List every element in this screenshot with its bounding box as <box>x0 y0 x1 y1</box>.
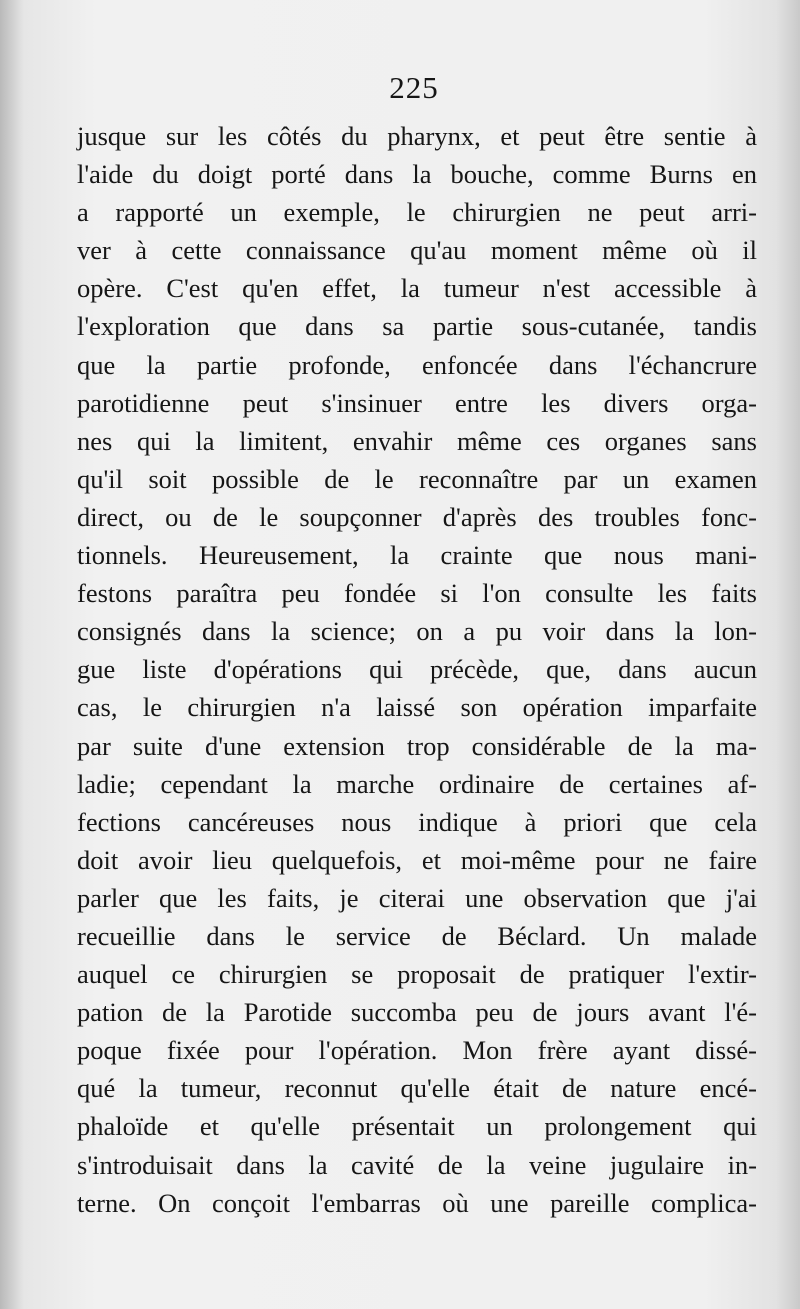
text-line: parler que les faits, je citerai une observation que j'ai <box>77 882 757 913</box>
text-line: pation de la Parotide succomba peu de jours avant l'é- <box>77 997 757 1028</box>
text-line: s'introduisait dans la cavité de la veine jugulaire in- <box>77 1149 757 1180</box>
text-line: poque fixée pour l'opération. Mon frère ayant dissé- <box>77 1035 757 1066</box>
text-line: ver à cette connaissance qu'au moment même où il <box>77 235 757 266</box>
text-line: qu'il soit possible de le reconnaître par un examen <box>77 463 757 494</box>
text-line: par suite d'une extension trop considérable de la ma- <box>77 730 757 761</box>
text-line: opère. C'est qu'en effet, la tumeur n'est accessible à <box>77 273 757 304</box>
text-line: fections cancéreuses nous indique à priori que cela <box>77 806 757 837</box>
text-line: doit avoir lieu quelquefois, et moi-même pour ne faire <box>77 844 757 875</box>
text-line: tionnels. Heureusement, la crainte que nous mani- <box>77 540 757 571</box>
body-text <box>77 117 757 1222</box>
text-line: parotidienne peut s'insinuer entre les divers orga- <box>77 387 757 418</box>
text-line: auquel ce chirurgien se proposait de pratiquer l'extir- <box>77 959 757 990</box>
text-line: terne. On conçoit l'embarras où une pareille complica- <box>77 1187 757 1218</box>
text-line: recueillie dans le service de Béclard. Un malade <box>77 920 757 951</box>
text-line: l'aide du doigt porté dans la bouche, comme Burns en <box>77 159 757 190</box>
text-line: gue liste d'opérations qui précède, que, dans aucun <box>77 654 757 685</box>
text-line: festons paraîtra peu fondée si l'on consulte les faits <box>77 578 757 609</box>
text-line: jusque sur les côtés du pharynx, et peut être sentie à <box>77 121 757 151</box>
text-line: que la partie profonde, enfoncée dans l'échancrure <box>77 349 757 380</box>
text-line: phaloïde et qu'elle présentait un prolongement qui <box>77 1111 757 1142</box>
page-number: 225 <box>389 70 439 105</box>
text-line: direct, ou de le soupçonner d'après des troubles fonc- <box>77 501 757 532</box>
text-line: l'exploration que dans sa partie sous-cutanée, tandis <box>77 311 757 342</box>
text-line: a rapporté un exemple, le chirurgien ne peut arri- <box>77 197 757 228</box>
text-line: qué la tumeur, reconnut qu'elle était de nature encé- <box>77 1073 757 1104</box>
text-line: cas, le chirurgien n'a laissé son opération imparfaite <box>77 692 757 723</box>
text-line: nes qui la limitent, envahir même ces organes sans <box>77 425 757 456</box>
text-line: consignés dans la science; on a pu voir dans la lon- <box>77 616 757 647</box>
text-line: ladie; cependant la marche ordinaire de certaines af- <box>77 768 757 799</box>
